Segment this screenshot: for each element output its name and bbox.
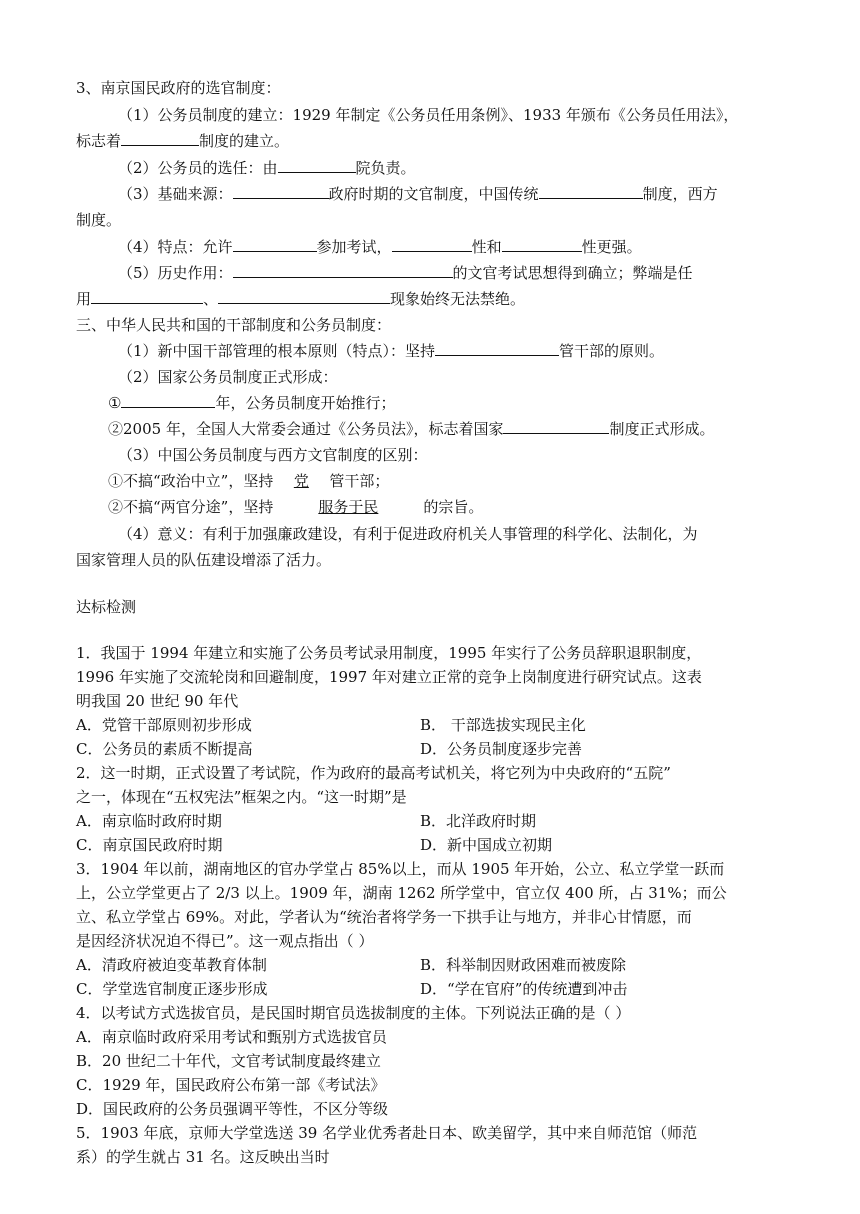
q4-line-1: 4．以考试方式选拔官员，是民国时期官员选拔制度的主体。下列说法正确的是（ ）	[76, 1004, 631, 1022]
filled-answer-serve: 服务于民	[318, 498, 379, 516]
text: 制度的建立。	[199, 132, 290, 150]
q3-option-d[interactable]: D．“学在官府”的传统遭到冲击	[420, 980, 628, 998]
text: 年，公务员制度开始推行；	[215, 394, 396, 412]
fill-blank[interactable]	[503, 418, 609, 434]
prc-item-4-line-2: 国家管理人员的队伍建设增添了活力。	[76, 551, 332, 569]
text: 参加考试，	[316, 238, 392, 256]
text: 用	[76, 290, 92, 308]
text: 制度，西方	[642, 185, 718, 203]
text: ①	[108, 394, 122, 412]
prc-item-3-1	[108, 470, 389, 492]
paragraph-4	[118, 236, 642, 258]
text: ②不搞“两官分途”，坚持	[108, 498, 274, 516]
text: （2）公务员的选任：由	[118, 159, 278, 177]
prc-item-3-2	[108, 496, 483, 518]
q1-option-c[interactable]: C．公务员的素质不断提高	[76, 740, 253, 758]
fill-blank[interactable]	[91, 288, 203, 304]
fill-blank[interactable]	[121, 392, 215, 408]
q3-option-b[interactable]: B．科举制因财政困难而被废除	[420, 956, 627, 974]
text: 的宗旨。	[423, 498, 484, 516]
prc-item-2-2	[108, 418, 714, 440]
paragraph-1-line-1: （1）公务员制度的建立：1929 年制定《公务员任用条例》、1933 年颁布《公务员任用法》，	[118, 106, 739, 124]
prc-item-2: （2）国家公务员制度正式形成：	[118, 368, 338, 386]
paragraph-2	[118, 157, 416, 179]
fill-blank[interactable]	[278, 157, 356, 173]
q1-option-d[interactable]: D．公务员制度逐步完善	[420, 740, 583, 758]
q5-line-2: 系）的学生就占 31 名。这反映出当时	[76, 1148, 330, 1166]
text: 性更强。	[581, 238, 642, 256]
q3-option-a[interactable]: A．清政府被迫变革教育体制	[76, 956, 267, 974]
text: ①不搞“政治中立”，坚持	[108, 472, 274, 490]
section-heading-prc: 三、中华人民共和国的干部制度和公务员制度：	[76, 316, 392, 334]
prc-item-3: （3）中国公务员制度与西方文官制度的区别：	[118, 446, 428, 464]
paragraph-3-line-1	[118, 183, 718, 205]
paragraph-5-line-2	[76, 288, 525, 310]
q2-line-2: 之一，体现在“五权宪法”框架之内。“这一时期”是	[76, 788, 407, 806]
q5-line-1: 5．1903 年底，京师大学堂选送 39 名学业优秀者赴日本、欧美留学，其中来自师范馆（师范	[76, 1124, 698, 1142]
filled-answer-party: 党	[293, 472, 309, 490]
q4-option-b[interactable]: B．20 世纪二十年代，文官考试制度最终建立	[76, 1052, 381, 1070]
q2-line-1: 2．这一时期，正式设置了考试院，作为政府的最高考试机关，将它列为中央政府的“五院”	[76, 764, 671, 782]
q3-line-3: 立、私立学堂占 69%。对此，学者认为“统治者将学务一下拱手让与地方，并非心甘情愿，而	[76, 908, 692, 926]
test-title: 达标检测	[76, 598, 137, 616]
text: （4）特点：允许	[118, 238, 233, 256]
text: 性和	[471, 238, 502, 256]
text: 标志着	[76, 132, 122, 150]
fill-blank[interactable]	[121, 130, 199, 146]
prc-item-2-1	[108, 392, 395, 414]
q1-line-1: 1．我国于 1994 年建立和实施了公务员考试录用制度，1995 年实行了公务员辞职退职制度，	[76, 644, 702, 662]
q3-option-c[interactable]: C．学堂选官制度正逐步形成	[76, 980, 268, 998]
paragraph-1-line-2	[76, 130, 289, 152]
text: ②2005 年，全国人大常委会通过《公务员法》，标志着国家	[108, 420, 504, 438]
fill-blank[interactable]	[233, 262, 453, 278]
q4-option-a[interactable]: A．南京临时政府采用考试和甄别方式选拔官员	[76, 1028, 387, 1046]
q3-line-4: 是因经济状况迫不得已”。这一观点指出（ ）	[76, 932, 374, 950]
paragraph-5-line-1	[118, 262, 693, 284]
text: 的文官考试思想得到确立；弊端是任	[452, 264, 693, 282]
fill-blank[interactable]	[233, 236, 317, 252]
fill-blank[interactable]	[435, 340, 559, 356]
fill-blank[interactable]	[233, 183, 329, 199]
q1-option-a[interactable]: A．党管干部原则初步形成	[76, 716, 252, 734]
q2-option-a[interactable]: A．南京临时政府时期	[76, 812, 222, 830]
fill-blank[interactable]	[539, 183, 643, 199]
fill-blank[interactable]	[392, 236, 472, 252]
text: 管干部；	[329, 472, 390, 490]
q3-line-1: 3．1904 年以前，湖南地区的官办学堂占 85%以上，而从 1905 年开始，公立、私立学堂一跃而	[76, 860, 725, 878]
text: （1）新中国干部管理的根本原则（特点）：坚持	[118, 342, 436, 360]
text: 现象始终无法禁绝。	[390, 290, 526, 308]
text: 院负责。	[355, 159, 416, 177]
text: （3）基础来源：	[118, 185, 233, 203]
q2-option-c[interactable]: C．南京国民政府时期	[76, 836, 223, 854]
section-heading-nanjing: 3、南京国民政府的选官制度：	[76, 79, 281, 97]
q2-option-b[interactable]: B．北洋政府时期	[420, 812, 537, 830]
q4-option-d[interactable]: D．国民政府的公务员强调平等性，不区分等级	[76, 1100, 389, 1118]
text: 管干部的原则。	[559, 342, 665, 360]
text: 政府时期的文官制度，中国传统	[328, 185, 539, 203]
prc-item-4-line-1: （4）意义：有利于加强廉政建设，有利于促进政府机关人事管理的科学化、法制化，为	[118, 525, 698, 543]
q1-line-3: 明我国 20 世纪 90 年代	[76, 692, 239, 710]
prc-item-1	[118, 340, 664, 362]
fill-blank[interactable]	[502, 236, 582, 252]
q1-option-b[interactable]: B． 干部选拔实现民主化	[420, 716, 586, 734]
text: 、	[203, 290, 219, 308]
q4-option-c[interactable]: C．1929 年，国民政府公布第一部《考试法》	[76, 1076, 386, 1094]
fill-blank[interactable]	[218, 288, 390, 304]
paragraph-3-line-2: 制度。	[76, 211, 122, 229]
text: （5）历史作用：	[118, 264, 233, 282]
q1-line-2: 1996 年实施了交流轮岗和回避制度，1997 年对建立正常的竞争上岗制度进行研究试点。这表	[76, 668, 702, 686]
q2-option-d[interactable]: D．新中国成立初期	[420, 836, 553, 854]
text: 制度正式形成。	[609, 420, 715, 438]
q3-line-2: 上，公立学堂更占了 2/3 以上。1909 年，湖南 1262 所学堂中，官立仅 400 所，占 31%；而公	[76, 884, 727, 902]
